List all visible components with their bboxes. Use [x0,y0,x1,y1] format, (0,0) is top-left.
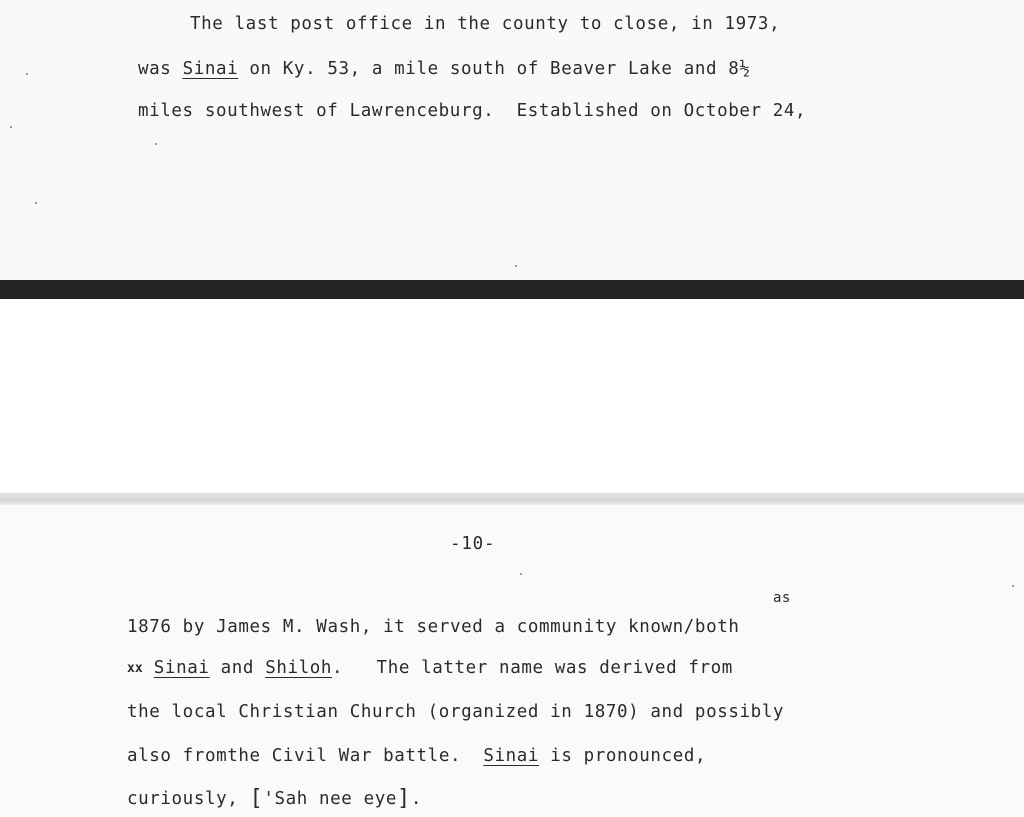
text-fragment: also from [127,746,228,766]
scan-speck [520,573,522,575]
strikeout-mark: xx [127,661,143,676]
text-line-2 [138,58,751,80]
text-word: was [138,59,172,79]
underlined-place-name: Sinai [483,746,540,766]
text-line-8 [127,787,422,810]
scan-speck [515,265,517,267]
text-line-7-rest: is pronounced, [539,746,707,766]
text-word: and [220,658,255,678]
bracket-close: ] [397,786,411,811]
text-line-6: the local Christian Church (organized in 1870) and possibly [127,702,785,722]
text-line-5 [127,657,733,681]
scan-speck [10,126,12,128]
scan-speck [26,73,28,75]
underlined-place-name: Shiloh [265,658,333,678]
text-fragment: the Civil War battle. [227,746,484,766]
text-line-1: The last post office in the county to close, in 1973, [190,14,781,34]
page-top [0,0,1024,280]
underlined-place-name: Sinai [153,658,210,678]
text-fragment: . [410,789,422,809]
page-edge-shadow [0,493,1024,505]
text-line-3: miles southwest of Lawrenceburg. Established on October 24, [138,101,807,121]
text-fragment: curiously, [127,789,250,809]
handwritten-insertion: as [773,590,791,606]
text-line-2-rest: on Ky. 53, a mile south of Beaver Lake and 8½ [249,59,751,79]
page-divider [0,280,1024,299]
scan-speck [1012,585,1014,587]
text-line-5-rest: . The latter name was derived from [332,658,733,678]
bracket-open: [ [249,786,264,811]
scan-speck [35,202,37,204]
pronunciation: 'Sah nee eye [263,789,397,809]
page-gap [0,299,1024,495]
text-line-4: 1876 by James M. Wash, it served a community known/both [127,617,740,637]
scan-speck [155,143,157,145]
underlined-place-name: Sinai [182,59,239,79]
page-number: -10- [450,534,496,554]
text-line-7 [127,745,706,767]
